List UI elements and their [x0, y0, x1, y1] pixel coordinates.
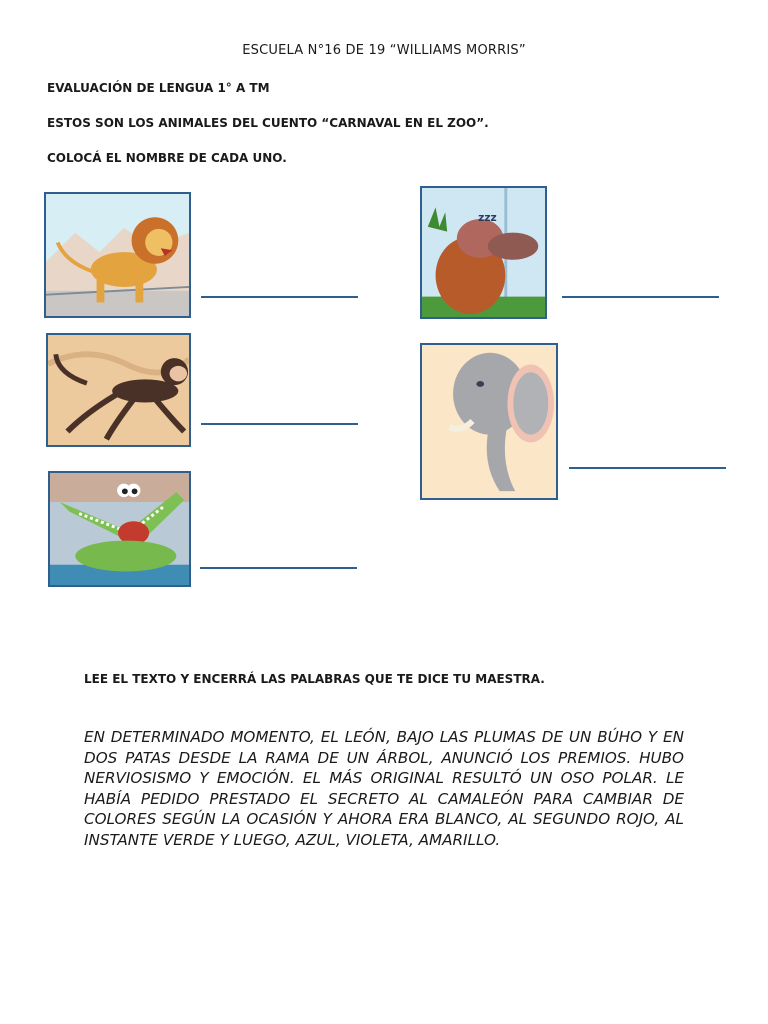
monkey-answer-line[interactable] — [201, 423, 358, 425]
reading-instruction: LEE EL TEXTO Y ENCERRÁ LAS PALABRAS QUE TE DICE TU MAESTRA. — [84, 672, 545, 686]
svg-text:zzz: zzz — [478, 210, 497, 224]
orangutan-answer-line[interactable] — [562, 296, 719, 298]
elephant-answer-line[interactable] — [569, 467, 726, 469]
exam-instruction: COLOCÁ EL NOMBRE DE CADA UNO. — [47, 151, 287, 165]
lion-image — [44, 192, 191, 318]
lion-answer-line[interactable] — [201, 296, 358, 298]
elephant-image — [420, 343, 558, 500]
school-name: ESCUELA N°16 DE 19 “WILLIAMS MORRIS” — [242, 43, 526, 58]
exam-title: EVALUACIÓN DE LENGUA 1° A TM — [47, 81, 270, 95]
monkey-image — [46, 333, 191, 447]
reading-text: EN DETERMINADO MOMENTO, EL LEÓN, BAJO LAS PLUMAS DE UN BÚHO Y EN DOS PATAS DESDE LA RAMA DE UN ÁRBOL, ANUNCIÓ LOS PREMIOS. HUBO NERVIOSISMO Y EMOCIÓN. EL MÁS ORIGINAL RESULTÓ UN OSO POLAR. LE HABÍA PEDIDO PRESTADO EL SECRETO AL CAMALEÓN PARA CAMBIAR DE COLORES SEGÚN LA OCASIÓN Y AHORA ERA BLANCO, AL SEGUNDO ROJO, AL INSTANTE VERDE Y LUEGO, AZUL, VIOLETA, AMARILLO. — [84, 728, 684, 849]
crocodile-answer-line[interactable] — [200, 567, 357, 569]
crocodile-image — [48, 471, 191, 587]
orangutan-image — [420, 186, 547, 319]
exam-subtitle: ESTOS SON LOS ANIMALES DEL CUENTO “CARNAVAL EN EL ZOO”. — [47, 116, 489, 130]
